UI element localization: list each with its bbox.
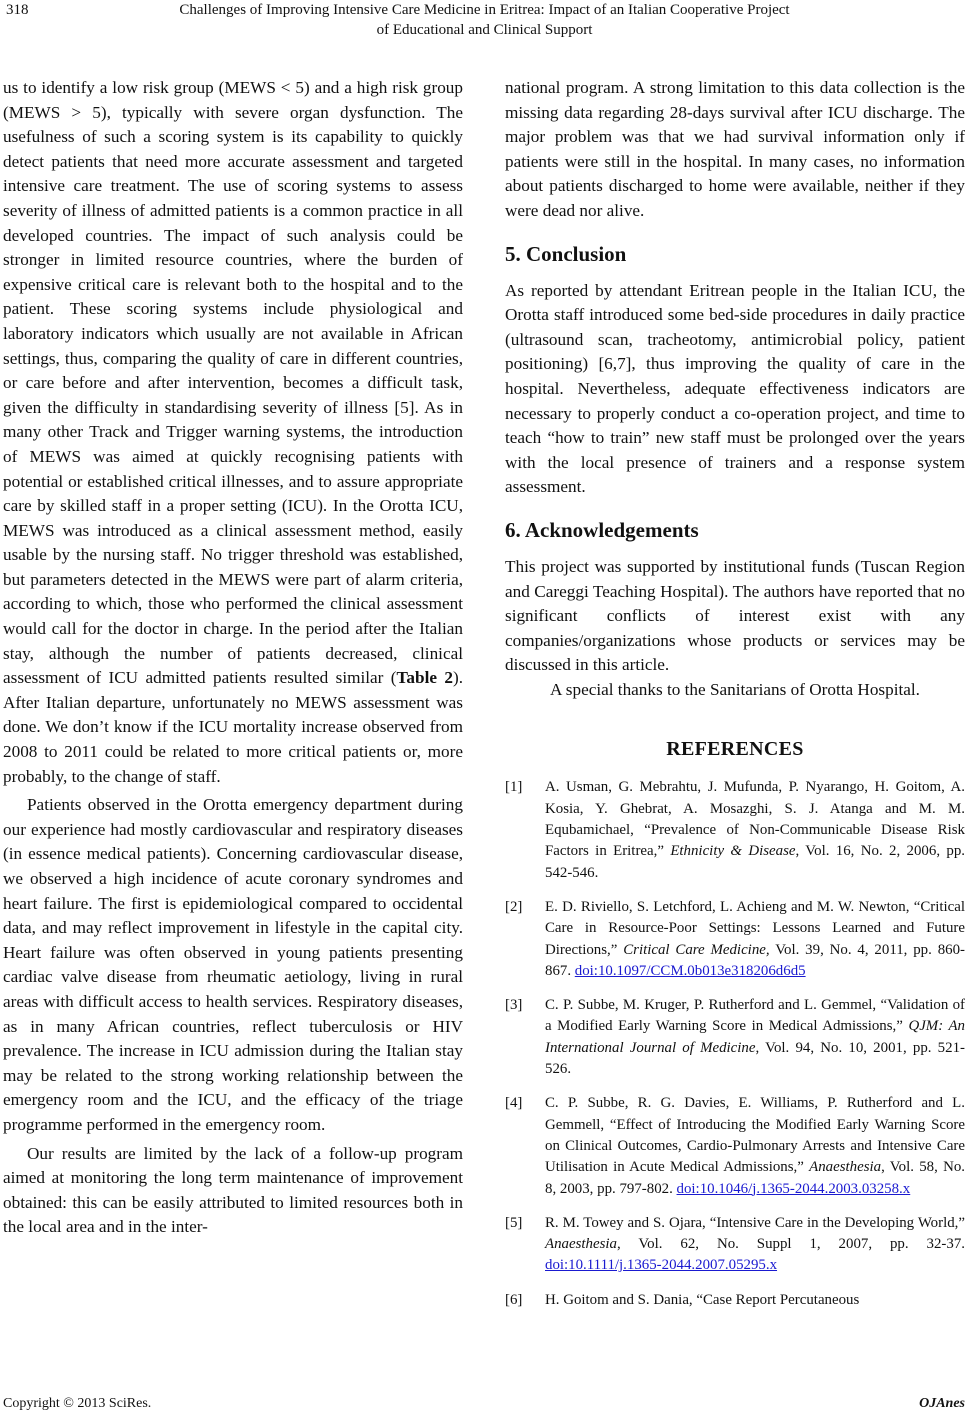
reference-number: [2] — [505, 898, 523, 915]
section-heading-conclusion: 5. Conclusion — [505, 241, 627, 266]
page-number: 318 — [6, 2, 29, 18]
reference-authors-title: H. Goitom and S. Dania, “Case Report Percutaneous — [545, 1291, 860, 1308]
reference-authors-title: A. Usman, G. Mebrahtu, J. Mufunda, P. Nyarango, H. Goitom, A. Kosia, Y. Ghebrat, A. Mosazghi, S. J. Atanga and M. M. Equbamichael, “Prevalence of Non-Communicable Disease Risk Factors in Eritrea,” — [545, 779, 965, 860]
reference-text — [545, 897, 965, 982]
reference-authors-title: C. P. Subbe, M. Kruger, P. Rutherford and L. Gemmel, “Validation of a Modified Early Warning Score in Medical Admissions,” — [545, 997, 965, 1035]
running-title-line1: Challenges of Improving Intensive Care Medicine in Eritrea: Impact of an Italian Cooperative Project — [179, 2, 790, 18]
reference-details: , Vol. 58, No. 8, 2003, pp. 797-802. — [545, 1159, 965, 1197]
reference-number: [4] — [505, 1095, 523, 1112]
paragraph-text: us to identify a low risk group (MEWS < 5) and a high risk group (MEWS > 5), typically with severe organ dysfunction. The usefulness of such a scoring system is its capability to quickly detect patients that need more accurate assessment and targeted intensive care treatment. The use of scoring systems to assess severity of illness of admitted patients is a common practice in all developed countries. The impact of such analysis could be stronger in limited resource countries, where the burden of expensive critical care is relevant both to the hospital and to the patient. These scoring systems include physiological and laboratory indicators which usually are not available in African settings, thus, comparing the quality of care in different countries, or care before and after intervention, becomes a difficult task, given the difficulty in standardising severity of illness [5]. As in many other Track and Trigger warning systems, the introduction of MEWS was aimed at quickly recognising patients with potential or established critical illnesses, and to assure appropriate care by skilled staff in a proper setting (ICU). In the Orotta ICU, MEWS was introduced as a clinical assessment method, easily usable by the nursing staff. No trigger threshold was established, but parameters detected in the MEWS were part of alarm criteria, according to which, those who performed the clinical assessment would call for the doctor in charge. In the period after the Italian stay, although the number of patients decreased, clinical assessment of ICU admitted patients resulted similar ( — [3, 78, 463, 688]
references-heading: REFERENCES — [666, 738, 804, 761]
reference-journal: QJM: An International Journal of Medicine — [545, 1018, 965, 1056]
reference-text — [545, 1093, 965, 1199]
reference-text — [545, 995, 965, 1080]
reference-doi-link[interactable]: doi:10.1046/j.1365-2044.2003.03258.x — [676, 1180, 911, 1197]
reference-number: [5] — [505, 1214, 523, 1231]
body-paragraph: national program. A strong limitation to this data collection is the missing data regarding 28-days survival after ICU discharge. The major problem was that we had survival information only if patients were still in the hospital. In many cases, no information about patients discharged to home were available, neither if they were dead nor alive. — [505, 78, 965, 220]
reference-number: [3] — [505, 997, 523, 1014]
reference-authors-title: E. D. Riviello, S. Letchford, L. Achieng and M. W. Newton, “Critical Care in Resource-Poor Settings: Lessons Learned and Future Directions,” — [545, 898, 965, 958]
reference-number: [1] — [505, 779, 523, 796]
body-paragraph: Our results are limited by the lack of a follow-up program aimed at monitoring the long term maintenance of improvement obtained: this can be easily attributed to limited resources both in the local area and in the inter- — [3, 1143, 463, 1237]
reference-text — [545, 1290, 965, 1311]
paragraph-text: ). After Italian departure, unfortunately no MEWS assessment was done. We don’t know if the ICU mortality increase observed from 2008 to 2011 could be related to more critical patients or, more probably, to the change of staff. — [3, 668, 463, 786]
body-paragraph: Patients observed in the Orotta emergency department during our experience had mostly cardiovascular and respiratory diseases (in essence medical patients). Concerning cardiovascular disease, we observed a high incidence of acute coronary syndromes and heart failure. The first is epidemiological compared to occidental data, and may reflect improvement in lifestyle in the capital city. Heart failure was often observed in young patients presenting cardiac valve disease from rheumatic aetiology, living in rural areas with difficult access to health services. Respiratory diseases, as in many African countries, reflect tuberculosis or HIV prevalence. The increase in ICU admission during the Italian stay may be related to the strong working relationship between the emergency room and the ICU, and the efficacy of the triage programme performed in the emergency room. — [3, 795, 463, 1134]
footer-journal: OJAnes — [919, 1396, 965, 1411]
reference-text — [545, 777, 965, 883]
reference-authors-title: R. M. Towey and S. Ojara, “Intensive Care in the Developing World,” — [545, 1214, 965, 1231]
acknowledgements-paragraph: This project was supported by institutional funds (Tuscan Region and Careggi Teaching Hospital). The authors have reported that no significant conflicts of interest exist with any companies/organizations whose products or services may be discussed in this article. — [505, 556, 965, 675]
reference-item — [505, 777, 965, 883]
reference-details: Vol. 39, No. 4, 2011, pp. 860-867. — [545, 941, 965, 979]
reference-doi-link[interactable]: doi:10.1097/CCM.0b013e318206d6d5 — [574, 962, 806, 979]
conclusion-paragraph: As reported by attendant Eritrean people in the Italian ICU, the Orotta staff introduced some bed-side procedures in daily practice (ultrasound scan, tracheotomy, antimicrobial policy, patient positioning) [6,7], thus improving the quality of care in the hospital. Nevertheless, adequate effectiveness indicators are necessary to properly conduct a co-operation project, and time to teach “how to train” new staff must be prolonged over the years with the local presence of trainers and a response system assessment. — [505, 280, 965, 497]
reference-details: , Vol. 94, No. 10, 2001, pp. 521-526. — [545, 1039, 965, 1078]
footer-copyright: Copyright © 2013 SciRes. — [3, 1396, 152, 1411]
reference-journal: Critical Care Medicine, — [623, 941, 770, 958]
body-paragraph — [3, 76, 463, 789]
acknowledgements-thanks: A special thanks to the Sanitarians of Orotta Hospital. — [550, 679, 920, 699]
running-head — [0, 0, 969, 40]
reference-number: [6] — [505, 1291, 523, 1308]
reference-journal: Anaesthesia — [545, 1236, 617, 1253]
reference-journal: Ethnicity & Disease — [670, 843, 796, 860]
reference-item — [505, 1213, 965, 1277]
reference-item — [505, 897, 965, 982]
reference-details: , Vol. 62, No. Suppl 1, 2007, pp. 32-37. — [616, 1236, 965, 1253]
right-column — [505, 76, 965, 1324]
reference-doi-link[interactable]: doi:10.1111/j.1365-2044.2007.05295.x — [545, 1257, 778, 1274]
reference-list — [505, 777, 965, 1311]
reference-details: , Vol. 16, No. 2, 2006, pp. 542-546. — [545, 843, 965, 881]
reference-item — [505, 1290, 965, 1311]
reference-text — [545, 1213, 965, 1277]
reference-item — [505, 995, 965, 1080]
table-reference: Table 2 — [396, 668, 453, 688]
running-title-line2: of Educational and Clinical Support — [376, 22, 593, 38]
reference-item — [505, 1093, 965, 1199]
reference-journal: Anaesthesia — [809, 1159, 882, 1176]
left-column — [3, 76, 463, 1240]
section-heading-acknowledgements: 6. Acknowledgements — [505, 517, 699, 542]
reference-authors-title: C. P. Subbe, R. G. Davies, E. Williams, P. Rutherford and L. Gemmell, “Effect of Introducing the Modified Early Warning Score on Clinical Outcomes, Cardio-Pulmonary Arrests and Intensive Care Utilisation in Acute Medical Admissions,” — [545, 1095, 965, 1176]
